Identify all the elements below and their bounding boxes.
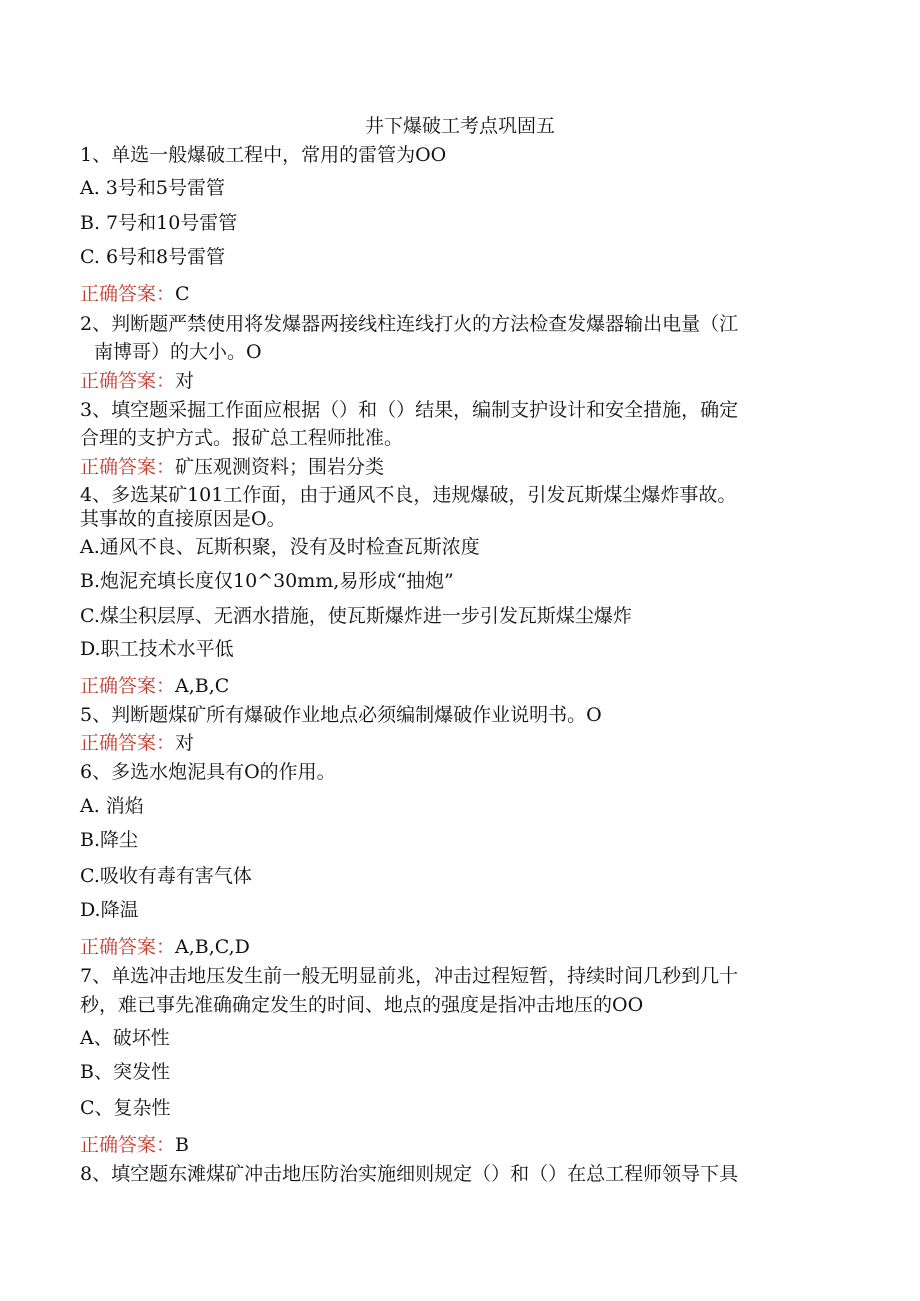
q4-answer-line [80, 674, 229, 698]
q4-stem-line1: 4、多选某矿101工作面，由于通风不良，违规爆破，引发瓦斯煤尘爆炸事故。 [80, 484, 737, 506]
q6-answer-label: 正确答案： [80, 936, 176, 958]
q3-answer: 矿压观测资料；围岩分类 [175, 456, 385, 478]
document-title: 井下爆破工考点巩固五 [364, 115, 555, 137]
q7-option-c: C、复杂性 [80, 1097, 171, 1119]
q1-answer-label: 正确答案： [80, 283, 176, 305]
q1-option-b: B. 7号和10号雷管 [80, 212, 238, 234]
q5-answer-line [80, 731, 194, 755]
q6-option-c: C.吸收有毒有害气体 [80, 865, 252, 887]
q4-option-b: B.炮泥充填长度仅10^30mm,易形成“抽炮” [80, 570, 454, 592]
q1-answer-line [80, 282, 190, 306]
q2-answer-line [80, 369, 194, 393]
q4-answer: A,B,C [175, 675, 230, 697]
q2-stem-line2: 南博哥）的大小。O [94, 341, 262, 363]
q3-answer-line [80, 455, 384, 479]
q6-option-d: D.降温 [80, 899, 139, 921]
q3-stem-line1: 3、填空题采掘工作面应根据（）和（）结果，编制支护设计和安全措施，确定 [80, 399, 739, 421]
q7-stem-line1: 7、单选冲击地压发生前一般无明显前兆，冲击过程短暂，持续时间几秒到几十 [80, 965, 739, 987]
q4-option-a: A.通风不良、瓦斯积聚，没有及时检查瓦斯浓度 [80, 536, 480, 558]
q7-option-a: A、破坏性 [80, 1027, 170, 1049]
q5-stem: 5、判断题煤矿所有爆破作业地点必须编制爆破作业说明书。O [80, 704, 602, 726]
q6-answer-line [80, 935, 250, 959]
q5-answer-label: 正确答案： [80, 732, 176, 754]
q2-answer-label: 正确答案： [80, 370, 176, 392]
q1-answer: C [175, 283, 190, 305]
q4-stem-line2: 其事故的直接原因是O。 [80, 508, 286, 530]
q3-answer-label: 正确答案： [80, 456, 176, 478]
q1-option-a: A. 3号和5号雷管 [80, 177, 225, 199]
q4-answer-label: 正确答案： [80, 675, 176, 697]
q4-option-c: C.煤尘积层厚、无洒水措施，使瓦斯爆炸进一步引发瓦斯煤尘爆炸 [80, 605, 632, 627]
q6-option-b: B.降尘 [80, 829, 139, 851]
q1-stem: 1、单选一般爆破工程中，常用的雷管为OO [80, 144, 447, 166]
q5-answer: 对 [175, 732, 195, 754]
q8-stem-line1: 8、填空题东滩煤矿冲击地压防治实施细则规定（）和（）在总工程师领导下具 [80, 1163, 739, 1185]
q7-option-b: B、突发性 [80, 1061, 170, 1083]
q7-answer-label: 正确答案： [80, 1134, 176, 1156]
q6-option-a: A. 消焰 [80, 795, 144, 817]
q2-stem-line1: 2、判断题严禁使用将发爆器两接线柱连线打火的方法检查发爆器输出电量（江 [80, 313, 739, 335]
q6-answer: A,B,C,D [175, 936, 250, 958]
q4-option-d: D.职工技术水平低 [80, 638, 234, 660]
q2-answer: 对 [175, 370, 195, 392]
q7-stem-line2: 秒，难已事先准确确定发生的时间、地点的强度是指冲击地压的OO [80, 994, 644, 1016]
q7-answer-line [80, 1133, 189, 1157]
q1-option-c: C. 6号和8号雷管 [80, 246, 226, 268]
q6-stem: 6、多选水炮泥具有O的作用。 [80, 761, 336, 783]
q7-answer: B [175, 1134, 189, 1156]
q3-stem-line2: 合理的支护方式。报矿总工程师批准。 [80, 427, 404, 449]
